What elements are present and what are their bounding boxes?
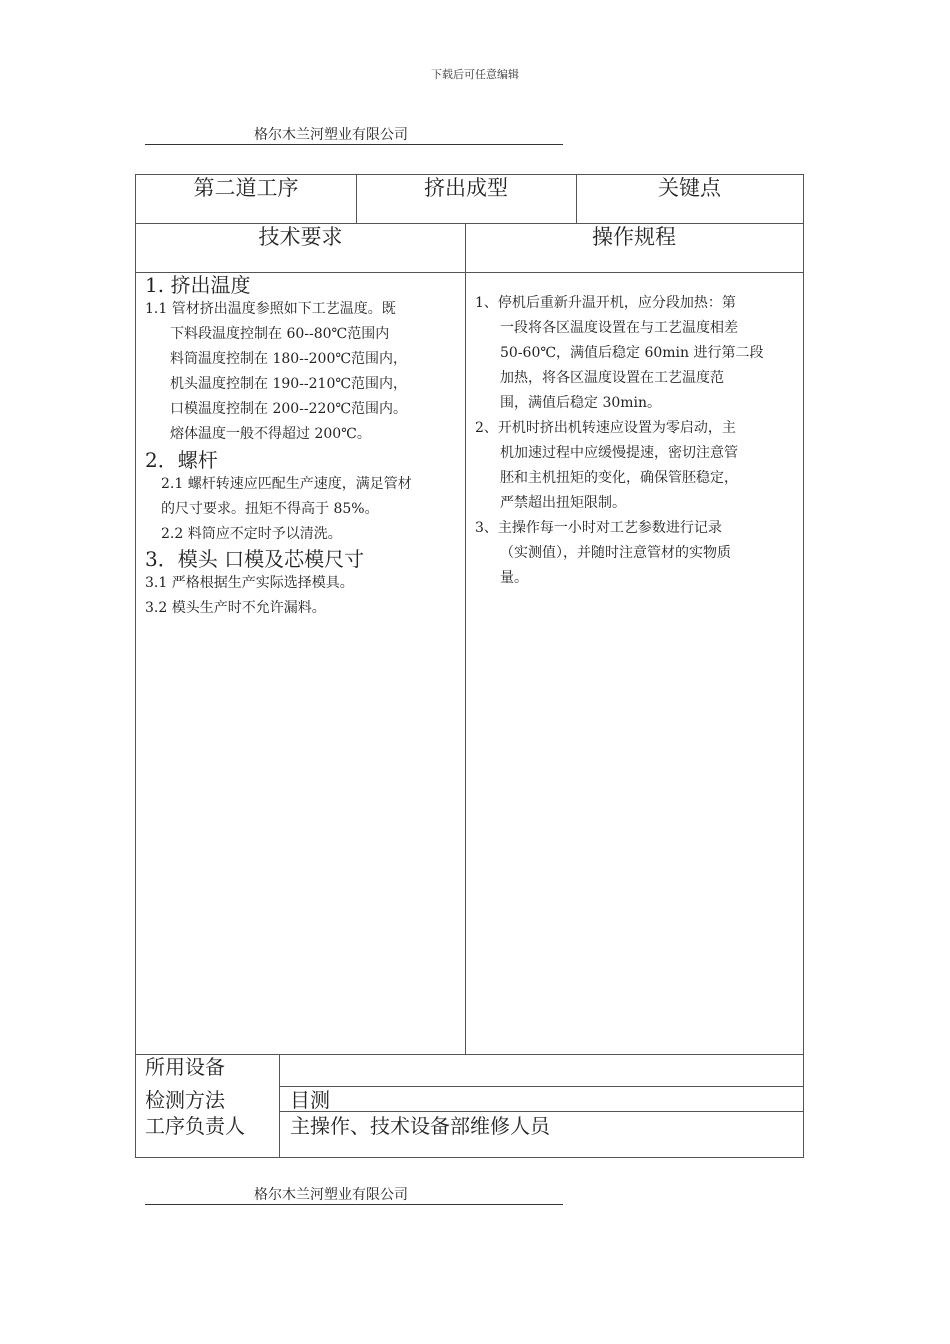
text-line: 熔体温度一般不得超过 200℃。 xyxy=(170,426,371,442)
text-line: 料筒温度控制在 180--200℃范围内， xyxy=(170,351,408,367)
text-line: 口模温度控制在 200--220℃范围内。 xyxy=(170,401,408,417)
text-line: 3.2 模头生产时不允许漏料。 xyxy=(145,600,326,616)
text-line: 2.2 料筒应不定时予以清洗。 xyxy=(161,526,342,542)
divider xyxy=(465,223,466,1054)
text-line: 围，满值后稳定 30min。 xyxy=(500,395,662,411)
process-name-cell: 挤出成型 xyxy=(424,176,508,200)
company-header xyxy=(145,126,563,145)
inspection-label: 检测方法 xyxy=(145,1088,225,1112)
download-note: 下载后可任意编辑 xyxy=(431,68,519,81)
text-line: 下料段温度控制在 60--80℃范围内 xyxy=(170,326,390,342)
tech-requirements-heading: 技术要求 xyxy=(258,225,343,249)
operating-procedure-heading: 操作规程 xyxy=(592,225,676,249)
text-line: 的尺寸要求。扭矩不得高于 85%。 xyxy=(161,501,379,517)
process-step-cell: 第二道工序 xyxy=(193,176,299,200)
text-line: 3、主操作每一小时对工艺参数进行记录 xyxy=(475,520,722,536)
company-name: 格尔木兰河塑业有限公司 xyxy=(254,1187,408,1203)
section-title: 1. 挤出温度 xyxy=(145,273,251,297)
equipment-label: 所用设备 xyxy=(145,1055,225,1079)
text-line: 加热，将各区温度设置在工艺温度范 xyxy=(500,370,724,386)
text-line: 1、停机后重新升温开机，应分段加热：第 xyxy=(475,295,736,311)
inspection-value: 目测 xyxy=(290,1088,330,1112)
text-line: 3.1 严格根据生产实际选择模具。 xyxy=(145,575,354,591)
text-line: 机头温度控制在 190--210℃范围内， xyxy=(170,376,408,392)
text-line: 50-60℃，满值后稳定 60min 进行第二段 xyxy=(500,345,764,361)
divider xyxy=(279,1054,280,1157)
text-line: 一段将各区温度设置在与工艺温度相差 xyxy=(500,320,738,336)
text-line: 胚和主机扭矩的变化，确保管胚稳定， xyxy=(500,470,738,486)
divider xyxy=(136,1054,803,1055)
text-line: 机加速过程中应缓慢提速，密切注意管 xyxy=(500,445,738,461)
divider xyxy=(279,1111,803,1112)
section-title: 3．模头 口模及芯模尺寸 xyxy=(145,547,365,571)
responsible-value: 主操作、技术设备部维修人员 xyxy=(290,1114,550,1138)
key-point-cell: 关键点 xyxy=(658,176,721,200)
responsible-label: 工序负责人 xyxy=(145,1114,245,1138)
text-line: （实测值），并随时注意管材的实物质 xyxy=(500,545,731,561)
section-title: 2．螺杆 xyxy=(145,448,218,472)
text-line: 2、开机时挤出机转速应设置为零启动，主 xyxy=(475,420,736,436)
text-line: 量。 xyxy=(500,570,528,586)
company-name: 格尔木兰河塑业有限公司 xyxy=(254,127,408,143)
company-footer xyxy=(145,1186,563,1205)
text-line: 2.1 螺杆转速应匹配生产速度，满足管材 xyxy=(161,476,412,492)
text-line: 1.1 管材挤出温度参照如下工艺温度。既 xyxy=(145,301,396,317)
divider xyxy=(279,1086,803,1087)
process-table xyxy=(135,174,804,1158)
text-line: 严禁超出扭矩限制。 xyxy=(500,495,626,511)
